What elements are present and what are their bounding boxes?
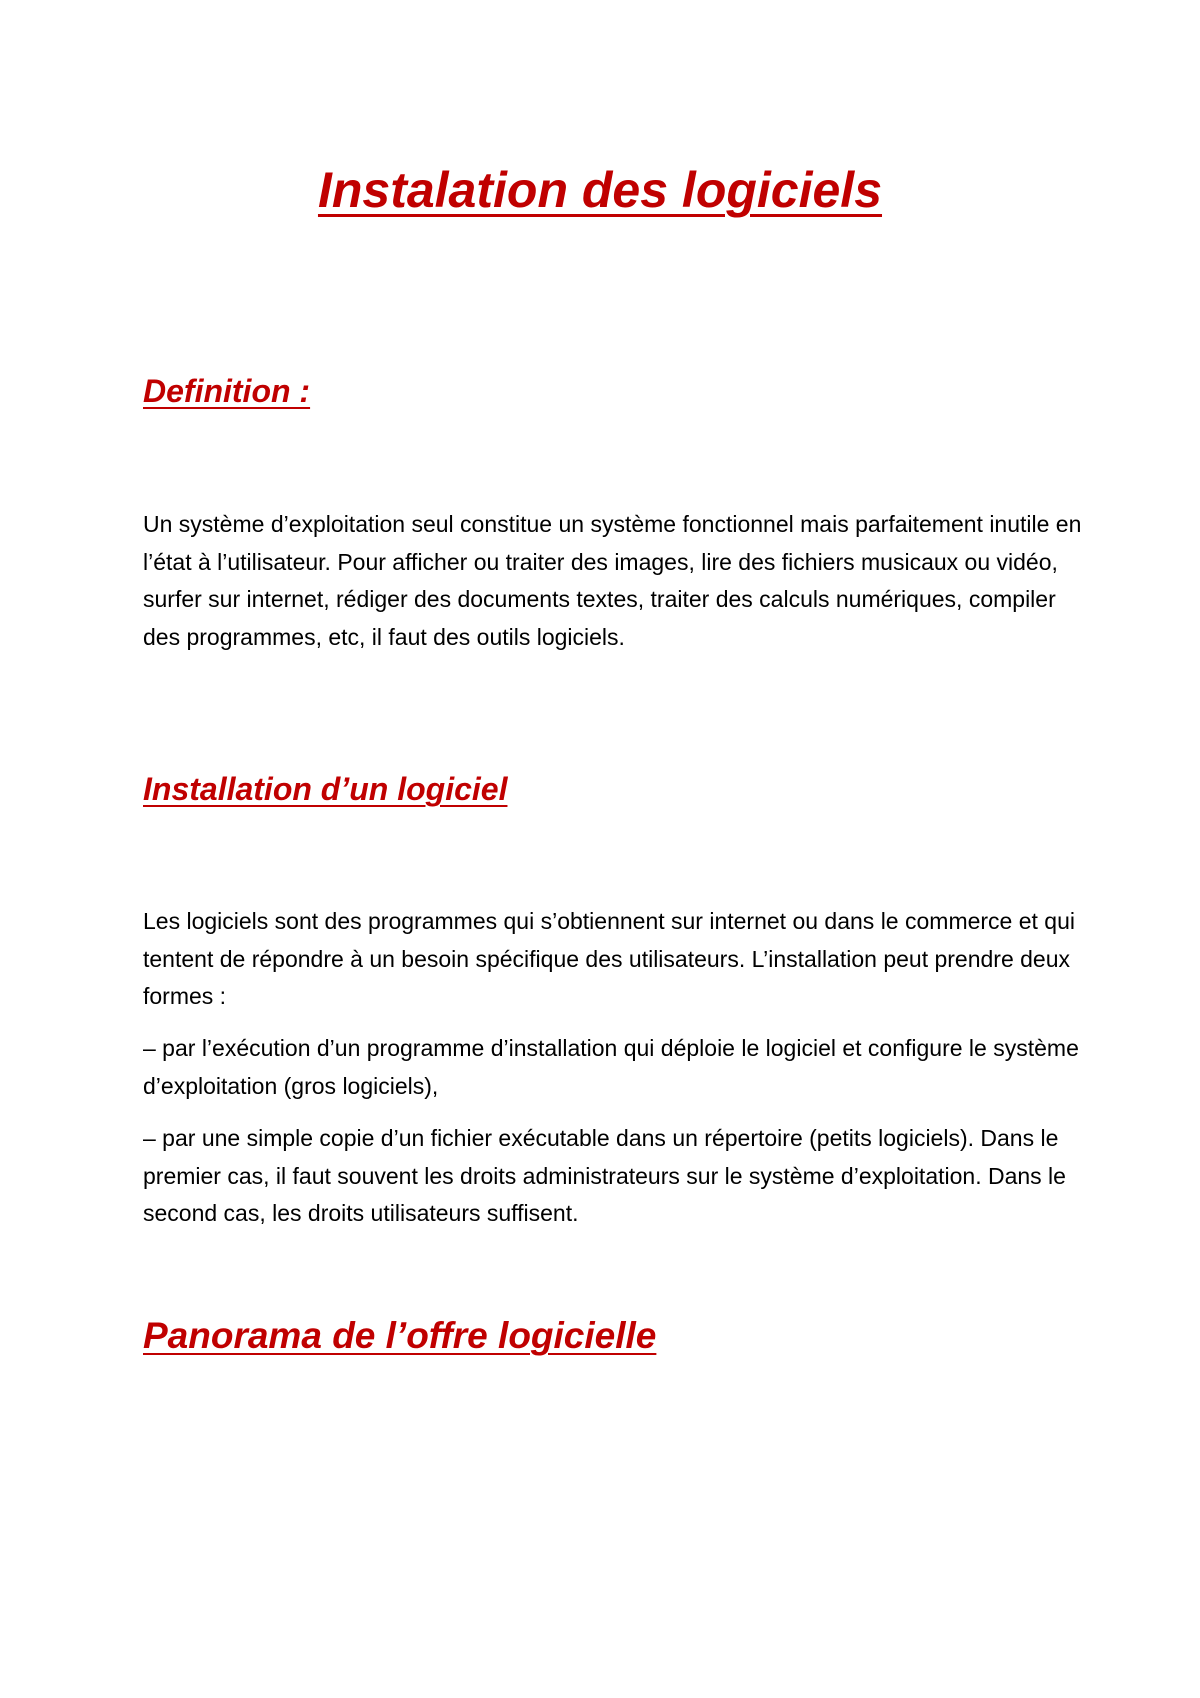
installation-option-copy: – par une simple copie d’un fichier exécutable dans un répertoire (petits logiciels). Dans le premier cas, il faut souvent les droits administrateurs sur le système d’exploitation. Dans le second cas, les droits utilisateurs suffisent. — [143, 1125, 1066, 1226]
installation-intro-paragraph: Les logiciels sont des programmes qui s’obtiennent sur internet ou dans le commerce et qui tentent de répondre à un besoin spécifique des utilisateurs. L’installation peut prendre deux formes : — [143, 908, 1075, 1009]
document-title: Instalation des logiciels — [317, 162, 883, 218]
definition-paragraph: Un système d’exploitation seul constitue un système fonctionnel mais parfaitement inutile en l’état à l’utilisateur. Pour afficher ou traiter des images, lire des fichiers musicaux ou vidéo, surfer sur internet, rédiger des documents textes, traiter des calculs numériques, compiler des programmes, etc, il faut des outils logiciels. — [143, 511, 1082, 650]
section-heading-definition: Definition : — [143, 373, 311, 409]
installation-option-executable: – par l’exécution d’un programme d’installation qui déploie le logiciel et configure le système d’exploitation (gros logiciels), — [143, 1035, 1079, 1099]
section-heading-installation: Installation d’un logiciel — [143, 771, 508, 807]
section-heading-panorama: Panorama de l’offre logicielle — [143, 1315, 657, 1356]
